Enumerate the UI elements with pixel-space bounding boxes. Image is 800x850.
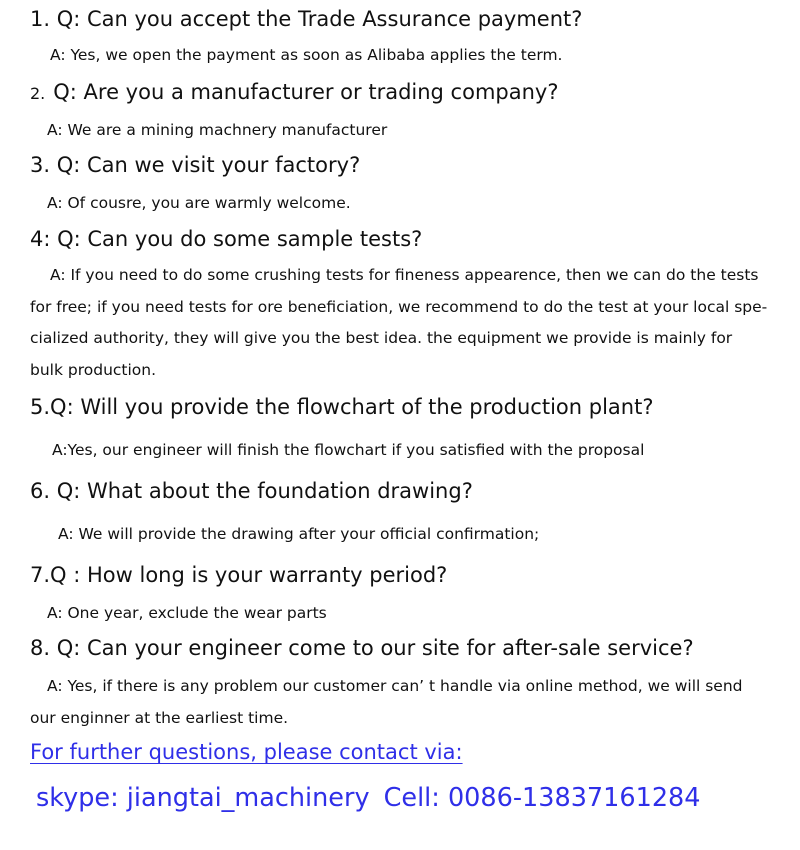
faq-answer-4-line: cialized authority, they will give you the best idea. the equipment we provide is mainly for: [30, 329, 733, 347]
faq-answer-7: A: One year, exclude the wear parts: [47, 604, 327, 622]
faq-answer-5: A:Yes, our engineer will finish the flowchart if you satisfied with the proposal: [52, 441, 645, 459]
faq-question-8: 8. Q: Can your engineer come to our site for after-sale service?: [30, 636, 694, 660]
faq-question-2: [30, 79, 559, 107]
cell-contact[interactable]: Cell: 0086-13837161284: [383, 783, 701, 813]
faq-question-1: 1. Q: Can you accept the Trade Assurance payment?: [30, 7, 583, 31]
faq-question-6: 6. Q: What about the foundation drawing?: [30, 479, 473, 503]
faq-question-4: 4: Q: Can you do some sample tests?: [30, 227, 423, 251]
faq-answer-4-line: A: If you need to do some crushing tests for fineness appearence, then we can do the tests: [50, 266, 759, 284]
faq-question-5: 5.Q: Will you provide the flowchart of the production plant?: [30, 395, 654, 419]
contact-heading-link[interactable]: For further questions, please contact via:: [30, 740, 463, 764]
faq-answer-4: [30, 260, 796, 386]
skype-contact[interactable]: skype: jiangtai_machinery: [36, 783, 370, 813]
faq-answer-4-line: bulk production.: [30, 360, 157, 379]
faq-answer-6: A: We will provide the drawing after your official confirmation;: [58, 525, 540, 543]
faq-answer-8-line: A: Yes, if there is any problem our customer can’ t handle via online method, we will send: [47, 677, 743, 695]
faq-answer-3: A: Of cousre, you are warmly welcome.: [47, 194, 351, 212]
faq-question-7: 7.Q : How long is your warranty period?: [30, 563, 448, 587]
faq-answer-8: [30, 671, 796, 734]
contact-details: [36, 780, 701, 816]
faq-question-2-text: Q: Are you a manufacturer or trading company?: [53, 80, 559, 104]
faq-answer-1: A: Yes, we open the payment as soon as Alibaba applies the term.: [50, 46, 563, 64]
faq-question-3: 3. Q: Can we visit your factory?: [30, 153, 361, 177]
faq-answer-4-line: for free; if you need tests for ore beneficiation, we recommend to do the test at your local spe-: [30, 297, 768, 316]
faq-question-2-number: 2.: [30, 84, 46, 103]
faq-answer-2: A: We are a mining machnery manufacturer: [47, 121, 388, 139]
faq-answer-8-line: our enginner at the earliest time.: [30, 708, 289, 727]
